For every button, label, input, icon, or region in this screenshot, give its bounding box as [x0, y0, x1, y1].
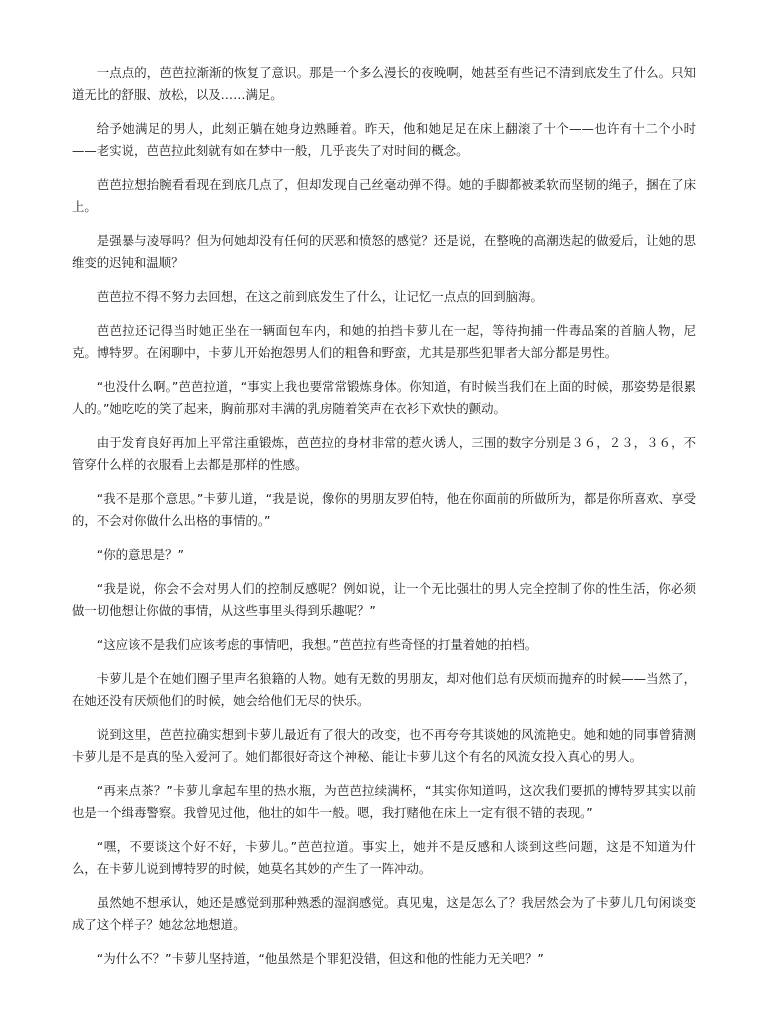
paragraph-17: 虽然她不想承认，她还是感觉到那种熟悉的湿润感觉。真见鬼，这是怎么了？我居然会为了卡萝儿几句闲谈变成了这个样子？她忿忿地想道。 — [72, 895, 696, 932]
paragraph-10: “你的意思是？” — [96, 547, 184, 562]
paragraph-14: 说到这里，芭芭拉确实想到卡萝儿最近有了很大的改变，也不再夸夸其谈她的风流艳史。她和她的同事曾猜测卡萝儿是不是真的坠入爱河了。她们都很好奇这个神秘、能让卡萝儿这个有名的风流女投入真心的男人。 — [72, 727, 696, 764]
paragraph-5: 芭芭拉不得不努力去回想，在这之前到底发生了什么，让记忆一点点的回到脑海。 — [96, 289, 543, 304]
paragraph-4: 是强暴与凌辱吗？但为何她却没有任何的厌恶和愤怒的感觉？还是说，在整晚的高潮迭起的做爱后，让她的思维变的迟钝和温顺？ — [72, 233, 696, 270]
paragraph-13: 卡萝儿是个在她们圈子里声名狼籍的人物。她有无数的男朋友，却对他们总有厌烦而抛弃的时候——当然了，在她还没有厌烦他们的时候，她会给他们无尽的快乐。 — [72, 671, 696, 708]
paragraph-2: 给予她满足的男人，此刻正躺在她身边熟睡着。昨天，他和她足足在床上翻滚了十个——也许有十二个小时——老实说，芭芭拉此刻就有如在梦中一般，几乎丧失了对时间的概念。 — [72, 121, 696, 158]
paragraph-6: 芭芭拉还记得当时她正坐在一辆面包车内，和她的拍挡卡萝儿在一起，等待拘捕一件毒品案的首脑人物，尼克。博特罗。在闲聊中，卡萝儿开始抱怨男人们的粗鲁和野蛮，尤其是那些犯罪者大部分都是男性。 — [72, 323, 696, 360]
paragraph-7: “也没什么啊。”芭芭拉道，“事实上我也要常常锻炼身体。你知道，有时候当我们在上面的时候，那姿势是很累人的。”她吃吃的笑了起来，胸前那对丰满的乳房随着笑声在衣衫下欢快的颤动。 — [72, 379, 696, 416]
paragraph-3: 芭芭拉想抬腕看看现在到底几点了，但却发现自己丝毫动弹不得。她的手脚都被柔软而坚韧的绳子，捆在了床上。 — [72, 177, 696, 214]
document-page — [72, 62, 696, 982]
paragraph-9: “我不是那个意思。”卡萝儿道，“我是说，像你的男朋友罗伯特，他在你面前的所做所为，都是你所喜欢、享受的，不会对你做什么出格的事情的。” — [72, 491, 696, 528]
paragraph-8: 由于发育良好再加上平常注重锻炼，芭芭拉的身材非常的惹火诱人，三围的数字分别是３６，２３，３６，不管穿什么样的衣服看上去都是那样的性感。 — [72, 435, 696, 472]
paragraph-18: “为什么不？”卡萝儿坚持道，“他虽然是个罪犯没错，但这和他的性能力无关吧？” — [96, 951, 544, 966]
paragraph-16: “嘿，不要谈这个好不好，卡萝儿。”芭芭拉道。事实上，她并不是反感和人谈到这些问题，这是不知道为什么，在卡萝儿说到博特罗的时候，她莫名其妙的产生了一阵冲动。 — [72, 839, 696, 876]
paragraph-1: 一点点的，芭芭拉渐渐的恢复了意识。那是一个多么漫长的夜晚啊，她甚至有些记不清到底发生了什么。只知道无比的舒服、放松，以及……满足。 — [72, 65, 696, 102]
paragraph-11: “我是说，你会不会对男人们的控制反感呢？例如说，让一个无比强壮的男人完全控制了你的性生活，你必须做一切他想让你做的事情，从这些事里头得到乐趣呢？” — [72, 581, 696, 618]
paragraph-15: “再来点茶？”卡萝儿拿起车里的热水瓶，为芭芭拉续满杯，“其实你知道吗，这次我们要抓的博特罗其实以前也是一个缉毒警察。我曾见过他，他壮的如牛一般。嗯，我打赌他在床上一定有很不错的表现。” — [72, 783, 696, 820]
paragraph-12: “这应该不是我们应该考虑的事情吧，我想。”芭芭拉有些奇怪的打量着她的拍档。 — [96, 637, 538, 652]
